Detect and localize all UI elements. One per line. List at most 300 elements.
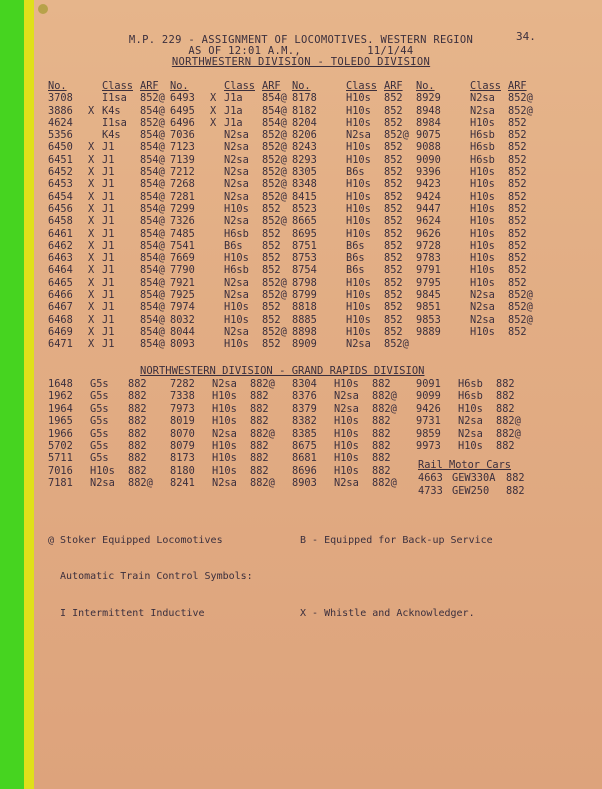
locomotive-number: 5356 — [48, 129, 73, 142]
locomotive-number: 8019 — [170, 415, 195, 428]
locomotive-number: 9973 — [416, 440, 441, 453]
whistle-mark — [332, 203, 346, 215]
locomotive-class: N2sa — [470, 313, 495, 326]
whistle-mark — [456, 277, 470, 289]
locomotive-number: 7036 — [170, 129, 195, 142]
table-row — [292, 452, 408, 464]
table-row — [292, 92, 420, 104]
table-row — [48, 240, 176, 252]
locomotive-class: H10s — [334, 464, 359, 477]
locomotive-class: N2sa — [224, 178, 249, 191]
locomotive-class: H10s — [212, 402, 237, 415]
arf-code: 882 — [496, 390, 515, 403]
table-row — [292, 141, 420, 153]
locomotive-class: K4s — [102, 104, 121, 117]
rail-motor-cars — [418, 459, 525, 497]
table-row — [292, 277, 420, 289]
table-row — [292, 301, 420, 313]
locomotive-class: H10s — [470, 227, 495, 240]
whistle-mark — [210, 154, 224, 166]
locomotive-number: 8182 — [292, 104, 317, 117]
locomotive-class: H10s — [224, 301, 249, 314]
locomotive-number: 8898 — [292, 325, 317, 338]
header-arf: ARF — [508, 80, 527, 92]
locomotive-number: 8379 — [292, 402, 317, 415]
locomotive-number: 1964 — [48, 402, 73, 415]
car-number: 4663 — [418, 472, 443, 485]
table-row — [292, 264, 420, 276]
locomotive-class: J1 — [102, 338, 115, 351]
locomotive-class: G5s — [90, 390, 109, 403]
whistle-mark — [210, 203, 224, 215]
whistle-mark — [456, 117, 470, 129]
table-row — [416, 203, 544, 215]
table-row — [170, 228, 298, 240]
table-row — [170, 129, 298, 141]
locomotive-number: 8293 — [292, 153, 317, 166]
whistle-mark — [456, 215, 470, 227]
locomotive-number: 9088 — [416, 141, 441, 154]
locomotive-class: H10s — [346, 104, 371, 117]
locomotive-number: 6469 — [48, 325, 73, 338]
locomotive-number: 9075 — [416, 129, 441, 142]
locomotive-class: H10s — [470, 202, 495, 215]
locomotive-class: H10s — [470, 264, 495, 277]
locomotive-class: N2sa — [458, 415, 483, 428]
whistle-mark: X — [88, 153, 95, 166]
locomotive-class: J1 — [102, 325, 115, 338]
locomotive-number: 6495 — [170, 104, 195, 117]
table-row — [170, 141, 298, 153]
table-row — [170, 191, 298, 203]
locomotive-number: 9795 — [416, 276, 441, 289]
locomotive-class: J1 — [102, 215, 115, 228]
locomotive-class: H10s — [470, 276, 495, 289]
arf-code: 852 — [384, 153, 403, 166]
locomotive-number: 8695 — [292, 227, 317, 240]
locomotive-number: 6496 — [170, 116, 195, 129]
table-row — [170, 154, 298, 166]
table-row — [292, 314, 420, 326]
whistle-mark — [456, 191, 470, 203]
locomotive-number: 7669 — [170, 252, 195, 265]
locomotive-number: 9396 — [416, 166, 441, 179]
whistle-mark — [210, 178, 224, 190]
table-row — [416, 326, 544, 338]
arf-code: 854@ — [140, 301, 165, 314]
table-row — [48, 117, 176, 129]
arf-code: 852 — [384, 166, 403, 179]
note-backup-service: B - Equipped for Back-up Service — [300, 534, 493, 546]
table-row — [416, 178, 544, 190]
whistle-mark: X — [210, 116, 217, 129]
locomotive-number: 9091 — [416, 378, 441, 390]
locomotive-number: 9889 — [416, 325, 441, 338]
locomotive-class: H10s — [212, 390, 237, 403]
arf-code: 854@ — [140, 178, 165, 191]
locomotive-number: 8044 — [170, 325, 195, 338]
locomotive-class: H10s — [334, 378, 359, 390]
table-row — [292, 428, 408, 440]
locomotive-class: J1 — [102, 301, 115, 314]
locomotive-class: H10s — [470, 166, 495, 179]
whistle-mark: X — [88, 276, 95, 289]
locomotive-number: 7921 — [170, 276, 195, 289]
whistle-mark — [456, 141, 470, 153]
whistle-mark — [332, 277, 346, 289]
whistle-mark — [332, 228, 346, 240]
table-row — [416, 252, 544, 264]
grand-rapids-column-2 — [170, 378, 286, 490]
locomotive-class: N2sa — [458, 427, 483, 440]
whistle-mark: X — [88, 104, 95, 117]
table-row — [48, 289, 176, 301]
table-row — [48, 314, 176, 326]
locomotive-number: 6451 — [48, 153, 73, 166]
whistle-mark — [332, 326, 346, 338]
locomotive-number: 7485 — [170, 227, 195, 240]
arf-code: 854@ — [140, 129, 165, 142]
note-stoker: @ Stoker Equipped Locomotives — [48, 534, 223, 546]
locomotive-class: I1sa — [102, 116, 127, 129]
locomotive-class: H10s — [346, 301, 371, 314]
locomotive-class: N2sa — [470, 104, 495, 117]
arf-code: 882 — [128, 440, 147, 453]
arf-code: 852 — [384, 313, 403, 326]
arf-code: 852@ — [384, 338, 409, 351]
locomotive-class: N2sa — [90, 477, 115, 490]
arf-code: 854@ — [140, 313, 165, 326]
punch-hole — [38, 4, 48, 14]
whistle-mark: X — [88, 338, 95, 351]
arf-code: 854@ — [140, 252, 165, 265]
whistle-mark — [456, 129, 470, 141]
whistle-mark — [456, 301, 470, 313]
arf-code: 882 — [128, 402, 147, 415]
arf-code: 854@ — [140, 276, 165, 289]
arf-code: 852@ — [262, 190, 287, 203]
locomotive-number: 7212 — [170, 166, 195, 179]
arf-code: 882 — [250, 415, 269, 428]
locomotive-number: 8909 — [292, 338, 317, 351]
arf-code: 852 — [384, 215, 403, 228]
locomotive-number: 8799 — [292, 289, 317, 302]
table-row — [48, 378, 164, 390]
table-row — [416, 240, 544, 252]
table-row — [416, 428, 532, 440]
locomotive-class: H10s — [212, 452, 237, 465]
whistle-mark — [456, 314, 470, 326]
whistle-mark — [210, 252, 224, 264]
locomotive-number: 8885 — [292, 313, 317, 326]
locomotive-number: 7299 — [170, 202, 195, 215]
whistle-mark — [456, 105, 470, 117]
table-row — [292, 215, 420, 227]
rail-motor-row — [418, 472, 525, 484]
locomotive-class: H10s — [470, 116, 495, 129]
arf-code: 852 — [384, 104, 403, 117]
locomotive-class: N2sa — [470, 92, 495, 105]
table-row — [292, 129, 420, 141]
whistle-mark — [456, 240, 470, 252]
arf-code: 852 — [384, 252, 403, 265]
table-row — [292, 403, 408, 415]
locomotive-class: G5s — [90, 452, 109, 465]
whistle-mark: X — [88, 264, 95, 277]
whistle-mark — [210, 264, 224, 276]
locomotive-number: 6467 — [48, 301, 73, 314]
locomotive-number: 8243 — [292, 141, 317, 154]
document-title: M.P. 229 - ASSIGNMENT OF LOCOMOTIVES. WESTERN REGION — [128, 34, 474, 46]
locomotive-class: N2sa — [224, 153, 249, 166]
locomotive-number: 8093 — [170, 338, 195, 351]
toledo-column-2 — [170, 80, 298, 351]
locomotive-number: 6471 — [48, 338, 73, 351]
arf-code: 852@ — [508, 92, 533, 105]
whistle-mark: X — [88, 313, 95, 326]
arf-code: 852 — [262, 313, 281, 326]
table-row — [48, 428, 164, 440]
arf-code: 882 — [496, 402, 515, 415]
locomotive-class: N2sa — [224, 276, 249, 289]
locomotive-number: 8204 — [292, 116, 317, 129]
whistle-mark — [456, 264, 470, 276]
table-row — [416, 105, 544, 117]
locomotive-class: H6sb — [224, 227, 249, 240]
locomotive-number: 6450 — [48, 141, 73, 154]
table-row — [292, 105, 420, 117]
locomotive-class: N2sa — [334, 477, 359, 490]
locomotive-number: 9626 — [416, 227, 441, 240]
arf-code: 882@ — [250, 427, 275, 440]
table-row — [170, 277, 298, 289]
arf-code: 852 — [508, 276, 527, 289]
locomotive-number: 8948 — [416, 104, 441, 117]
whistle-mark: X — [88, 227, 95, 240]
rail-motor-row — [418, 485, 525, 497]
locomotive-number: 8818 — [292, 301, 317, 314]
arf-code: 852@ — [508, 104, 533, 117]
arf-code: 854@ — [140, 166, 165, 179]
locomotive-number: 6453 — [48, 178, 73, 191]
locomotive-class: I1sa — [102, 92, 127, 105]
table-row — [416, 129, 544, 141]
locomotive-number: 9791 — [416, 264, 441, 277]
locomotive-number: 8385 — [292, 427, 317, 440]
table-row — [292, 203, 420, 215]
table-row — [48, 215, 176, 227]
note-spacer — [300, 571, 493, 583]
whistle-mark — [210, 129, 224, 141]
whistle-mark — [210, 314, 224, 326]
header-no: No. — [170, 80, 189, 92]
whistle-mark: X — [88, 239, 95, 252]
locomotive-number: 7974 — [170, 301, 195, 314]
locomotive-number: 8070 — [170, 427, 195, 440]
locomotive-class: G5s — [90, 427, 109, 440]
locomotive-class: H10s — [334, 427, 359, 440]
locomotive-number: 8665 — [292, 215, 317, 228]
table-row — [292, 166, 420, 178]
table-row — [48, 390, 164, 402]
locomotive-class: N2sa — [346, 129, 371, 142]
locomotive-class: J1 — [102, 264, 115, 277]
whistle-mark — [88, 117, 102, 129]
locomotive-class: H10s — [346, 116, 371, 129]
arf-code: 854@ — [262, 92, 287, 105]
locomotive-number: 8348 — [292, 178, 317, 191]
locomotive-class: H6sb — [458, 378, 483, 390]
arf-code: 852 — [508, 166, 527, 179]
locomotive-class: H10s — [346, 313, 371, 326]
locomotive-class: J1a — [224, 116, 243, 129]
table-row — [416, 415, 532, 427]
locomotive-class: H10s — [224, 252, 249, 265]
locomotive-number: 5711 — [48, 452, 73, 465]
locomotive-number: 9424 — [416, 190, 441, 203]
whistle-mark — [332, 129, 346, 141]
header-class: Class — [224, 80, 255, 92]
table-row — [416, 228, 544, 240]
table-row — [48, 228, 176, 240]
arf-code: 882 — [128, 427, 147, 440]
arf-code: 852 — [508, 178, 527, 191]
locomotive-number: 5702 — [48, 440, 73, 453]
locomotive-class: N2sa — [224, 289, 249, 302]
locomotive-class: H10s — [334, 440, 359, 453]
locomotive-number: 8173 — [170, 452, 195, 465]
locomotive-class: H10s — [346, 325, 371, 338]
locomotive-number: 8696 — [292, 464, 317, 477]
locomotive-class: J1a — [224, 92, 243, 105]
table-row — [292, 252, 420, 264]
locomotive-number: 6463 — [48, 252, 73, 265]
arf-code: 854@ — [140, 190, 165, 203]
locomotive-number: 9851 — [416, 301, 441, 314]
column-header — [292, 80, 420, 92]
locomotive-class: N2sa — [224, 190, 249, 203]
arf-code: 852 — [384, 92, 403, 105]
locomotive-number: 6462 — [48, 239, 73, 252]
arf-code: 852 — [384, 301, 403, 314]
whistle-mark — [332, 314, 346, 326]
locomotive-number: 7181 — [48, 477, 73, 490]
header-arf: ARF — [140, 80, 159, 92]
arf-code: 852 — [384, 239, 403, 252]
table-row — [416, 289, 544, 301]
arf-code: 854@ — [140, 264, 165, 277]
locomotive-number: 6454 — [48, 190, 73, 203]
arf-code: 882 — [250, 402, 269, 415]
locomotive-class: H10s — [334, 452, 359, 465]
arf-code: 852 — [262, 338, 281, 351]
toledo-column-1 — [48, 80, 176, 351]
locomotive-class: H10s — [470, 325, 495, 338]
locomotive-number: 7016 — [48, 464, 73, 477]
locomotive-number: 9447 — [416, 202, 441, 215]
table-row — [48, 403, 164, 415]
arf-code: 882 — [506, 484, 525, 497]
table-row — [48, 440, 164, 452]
column-header — [48, 80, 176, 92]
table-row — [170, 264, 298, 276]
arf-code: 852 — [508, 325, 527, 338]
table-row — [292, 477, 408, 489]
locomotive-number: 7790 — [170, 264, 195, 277]
locomotive-number: 9859 — [416, 427, 441, 440]
arf-code: 852 — [384, 289, 403, 302]
whistle-mark — [88, 129, 102, 141]
table-row — [170, 415, 286, 427]
whistle-mark: X — [210, 104, 217, 117]
locomotive-number: 9624 — [416, 215, 441, 228]
arf-code: 854@ — [262, 116, 287, 129]
locomotive-class: G5s — [90, 415, 109, 428]
whistle-mark — [456, 252, 470, 264]
table-row — [48, 465, 164, 477]
arf-code: 852@ — [508, 313, 533, 326]
locomotive-number: 7268 — [170, 178, 195, 191]
arf-code: 852 — [508, 116, 527, 129]
arf-code: 882 — [250, 390, 269, 403]
note-atc-symbols: Automatic Train Control Symbols: — [48, 571, 253, 583]
locomotive-class: H10s — [212, 464, 237, 477]
locomotive-class: H10s — [346, 289, 371, 302]
car-class: GEW330A — [452, 472, 496, 485]
locomotive-number: 8523 — [292, 202, 317, 215]
arf-code: 882@ — [250, 477, 275, 490]
locomotive-class: K4s — [102, 129, 121, 142]
locomotive-class: H10s — [346, 190, 371, 203]
locomotive-number: 6468 — [48, 313, 73, 326]
locomotive-class: H6sb — [470, 153, 495, 166]
locomotive-number: 6456 — [48, 202, 73, 215]
locomotive-class: J1 — [102, 276, 115, 289]
table-row — [416, 154, 544, 166]
locomotive-class: J1 — [102, 289, 115, 302]
locomotive-class: H6sb — [470, 129, 495, 142]
locomotive-number: 9845 — [416, 289, 441, 302]
arf-code: 852 — [508, 215, 527, 228]
arf-code: 882 — [128, 415, 147, 428]
locomotive-class: H10s — [212, 440, 237, 453]
locomotive-class: H10s — [346, 227, 371, 240]
locomotive-class: N2sa — [470, 289, 495, 302]
locomotive-class: N2sa — [224, 215, 249, 228]
arf-code: 852 — [262, 227, 281, 240]
header-class: Class — [346, 80, 377, 92]
locomotive-number: 8798 — [292, 276, 317, 289]
arf-code: 852 — [384, 276, 403, 289]
table-row — [170, 378, 286, 390]
arf-code: 852 — [508, 239, 527, 252]
locomotive-class: B6s — [346, 166, 365, 179]
locomotive-class: H10s — [458, 440, 483, 453]
locomotive-number: 9099 — [416, 390, 441, 403]
table-row — [48, 129, 176, 141]
arf-code: 852 — [508, 264, 527, 277]
arf-code: 882@ — [372, 402, 397, 415]
locomotive-class: H10s — [224, 313, 249, 326]
locomotive-class: G5s — [90, 440, 109, 453]
arf-code: 882@ — [496, 427, 521, 440]
arf-code: 852 — [508, 153, 527, 166]
table-row — [170, 117, 298, 129]
note-intermittent-inductive: I Intermittent Inductive — [48, 608, 205, 620]
table-row — [170, 289, 298, 301]
whistle-mark — [456, 166, 470, 178]
table-row — [170, 301, 298, 313]
